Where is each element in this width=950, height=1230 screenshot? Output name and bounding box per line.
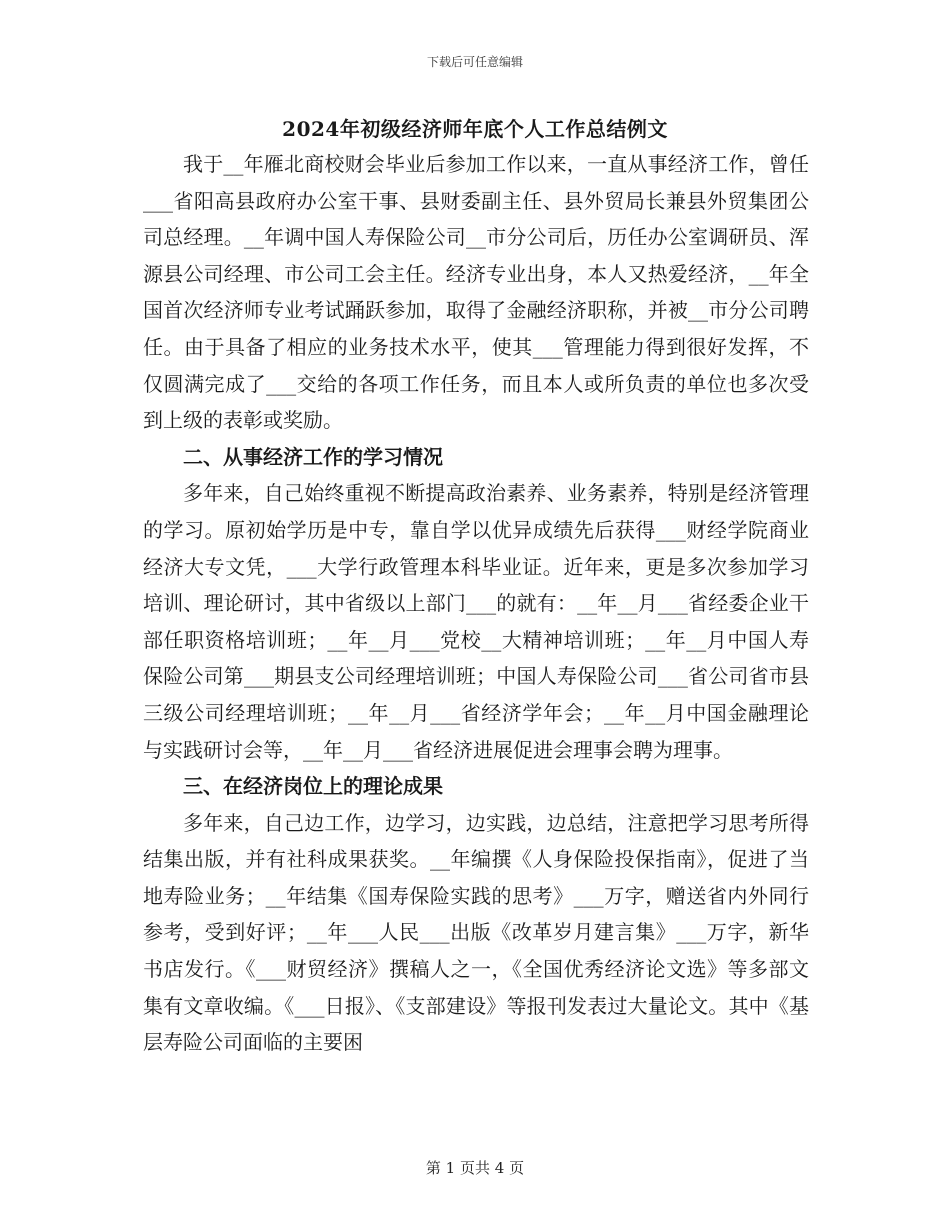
document-body	[143, 146, 809, 1061]
page-number-footer: 第 1 页共 4 页	[425, 1159, 525, 1177]
section-heading-study: 二、从事经济工作的学习情况	[183, 444, 443, 469]
header-note: 下载后可任意编辑	[426, 55, 523, 69]
paragraph-study: 多年来，自己始终重视不断提高政治素养、业务素养，特别是经济管理的学习。原初始学历是中专，靠自学以优异成绩先后获得___财经学院商业经济大专文凭，___大学行政管理本科毕业证。近年来，更是多次参加学习培训、理论研讨，其中省级以上部门___的就有：__年__月___省经委企业干部任职资格培训班；__年__月___党校__大精神培训班；__年__月中国人寿保险公司第___期县支公司经理培训班；中国人寿保险公司___省公司省市县三级公司经理培训班；__年__月___省经济学年会；__年__月中国金融理论与实践研讨会等，__年__月___省经济进展促进会理事会聘为理事。	[143, 481, 809, 762]
paragraph-achievements: 多年来，自己边工作，边学习，边实践，边总结，注意把学习思考所得结集出版，并有社科成果获奖。__年编撰《人身保险投保指南》，促进了当地寿险业务；__年结集《国寿保险实践的思考》___万字，赠送省内外同行参考，受到好评；__年___人民___出版《改革岁月建言集》___万字，新华书店发行。《___财贸经济》撰稿人之一，《全国优秀经济论文选》等多部文集有文章收编。《___日报》、《支部建设》等报刊发表过大量论文。其中《基层寿险公司面临的主要困	[143, 810, 809, 1055]
section-heading-achievements: 三、在经济岗位上的理论成果	[183, 774, 443, 799]
document-title: 2024年初级经济师年底个人工作总结例文	[282, 117, 668, 141]
paragraph-intro: 我于__年雁北商校财会毕业后参加工作以来，一直从事经济工作，曾任___省阳高县政府办公室干事、县财委副主任、县外贸局长兼县外贸集团公司总经理。__年调中国人寿保险公司__市分公司后，历任办公室调研员、浑源县公司经理、市公司工会主任。经济专业出身，本人又热爱经济，__年全国首次经济师专业考试踊跃参加，取得了金融经济职称，并被__市分公司聘任。由于具备了相应的业务技术水平，使其___管理能力得到很好发挥，不仅圆满完成了___交给的各项工作任务，而且本人或所负责的单位也多次受到上级的表彰或奖励。	[143, 152, 809, 433]
